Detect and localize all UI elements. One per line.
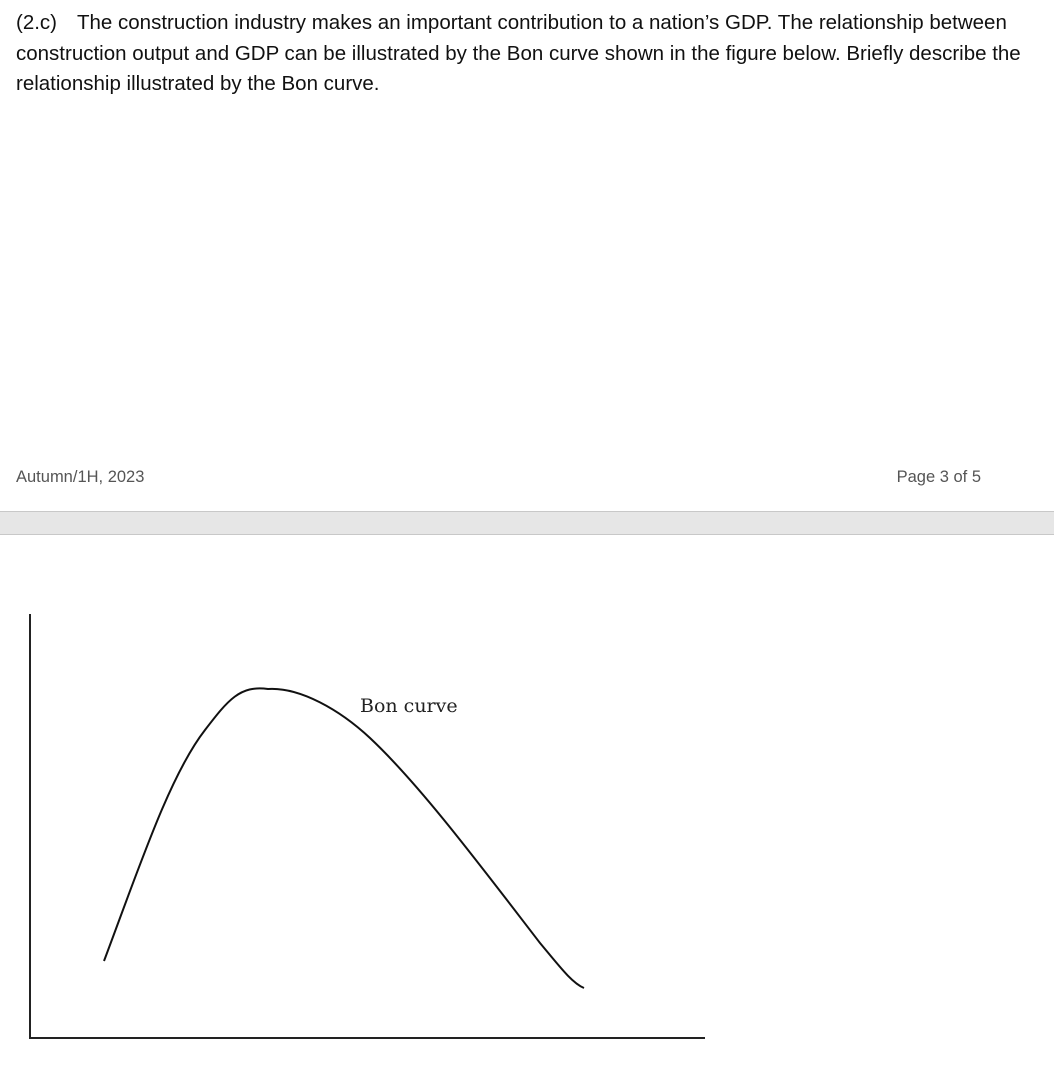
curve-label: Bon curve — [360, 695, 458, 717]
question-number: (2.c) — [16, 11, 57, 34]
document-page — [0, 0, 1054, 512]
footer-term-date: Autumn/1H, 2023 — [16, 468, 145, 486]
bon-curve-figure — [0, 535, 1054, 1090]
question-text-block — [16, 8, 1036, 100]
bon-curve-diagram — [0, 535, 1054, 1090]
page-separator — [0, 511, 1054, 535]
footer-page-number: Page 3 of 5 — [896, 468, 981, 486]
bon-curve-line — [104, 688, 584, 988]
question-body: The construction industry makes an important contribution to a nation’s GDP. The relationship between construction output and GDP can be illustrated by the Bon curve shown in the figure below. Briefly describe the relationship illustrated by the Bon curve. — [16, 11, 1021, 95]
